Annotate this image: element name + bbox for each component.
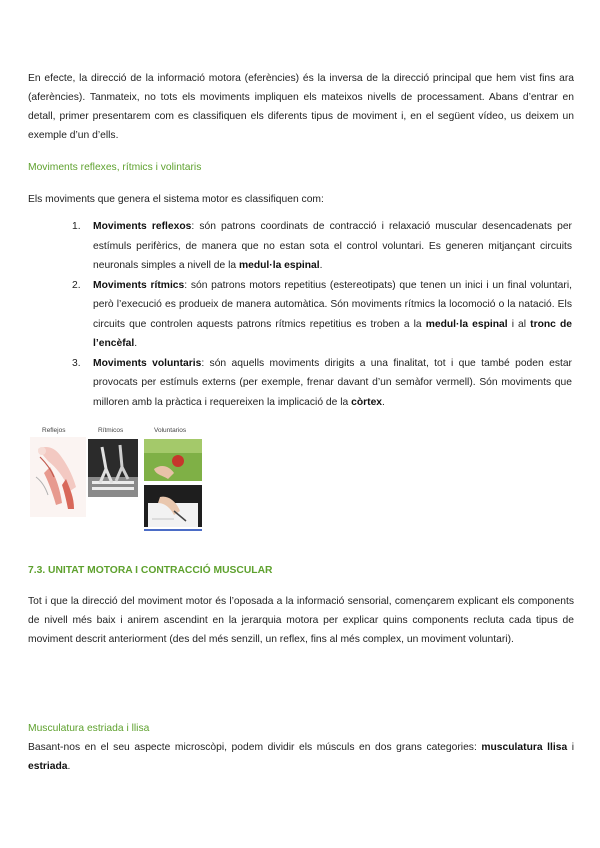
term-rhythmic: Moviments rítmics (93, 279, 185, 291)
item-text: : són patrons coordinats de contracció i relaxació muscular desencadenats per estímuls perifèrics, de manera que no estan sota el control voluntari. Es generen mitjançant circuits neuronals simples a nivell de la (93, 221, 572, 271)
reflex-illustration (30, 437, 86, 517)
section-heading-motor-unit: 7.3. UNITAT MOTORA I CONTRACCIÓ MUSCULAR (28, 565, 273, 576)
item-end: . (382, 396, 385, 408)
term-spinal-cord: medul·la espinal (425, 318, 508, 330)
item-text: i al (507, 318, 531, 330)
item-text: : són patrons motors repetitius (estereotipats) que tenen un inici i un final voluntari, però l’execució es produeix de manera automàtica. Són moviments rítmics la locomoció o la natació. Els circuits que controlen aquests patrons rítmics repetitius es troben a la (93, 279, 572, 330)
list-item-number: 2. (72, 279, 81, 291)
item-end: . (319, 260, 323, 271)
motor-unit-paragraph: Tot i que la direcció del moviment motor és l’oposada a la informació sensorial, començarem explicant els components de nivell més baix i anirem ascendint en la jerarquia motora per explicar quins components recluta cada tipus de moviment descrit anteriorment (des del més senzill, un reflex, fins al més complex, un moviment voluntari). (28, 596, 574, 645)
term-smooth-muscle: musculatura llisa (481, 742, 568, 753)
item-end: . (134, 338, 138, 349)
paragraph-text: i (567, 742, 575, 753)
term-striated-muscle: estriada (28, 761, 68, 772)
classification-lead: Els moviments que genera el sistema motor es classifiquen com: (28, 194, 324, 205)
figure-underline (144, 529, 202, 531)
figure-label-rhythmic: Rítmicos (98, 427, 124, 434)
section-heading-movement-types: Moviments reflexes, rítmics i volintaris (28, 162, 202, 173)
list-item-number: 1. (72, 221, 81, 232)
term-reflex: Moviments reflexos (93, 221, 192, 232)
rhythmic-illustration (88, 439, 138, 497)
term-brainstem: tronc de l’encèfal (93, 318, 572, 349)
figure-label-reflex: Reflejos (42, 427, 66, 434)
list-item (72, 276, 572, 354)
intro-paragraph: En efecte, la direcció de la informació motora (eferències) és la inversa de la direcció principal que hem vist fins ara (aferències). Tanmateix, no tots els moviments impliquen els mateixos nivells de processament. Abans d’entrar en detall, primer presentarem com es classifiquen els diferents tipus de moviment i, en el següent vídeo, us deixem un exemple d’un d’ells. (28, 73, 574, 141)
term-cortex: còrtex (351, 396, 383, 408)
voluntary-illustration-writing (144, 485, 202, 527)
term-spinal-cord: medul·la espinal (238, 260, 320, 271)
paragraph-text: Basant-nos en el seu aspecte microscòpi, podem dividir els músculs en dos grans categories: (28, 742, 482, 753)
section-heading-muscle-types: Musculatura estriada i llisa (28, 723, 150, 734)
muscle-types-paragraph (28, 738, 574, 776)
figure-label-voluntary: Voluntarios (154, 427, 187, 434)
list-item (72, 217, 572, 276)
item-text: : són aquells moviments dirigits a una finalitat, tot i que també poden estar provocats per estímuls externs (per exemple, frenar davant d’un semàfor vermell). Són moviments que milloren amb la pràctica i requereixen la implicació de la (93, 357, 572, 408)
paragraph-end: . (67, 761, 71, 772)
term-voluntary: Moviments voluntaris (93, 357, 202, 369)
movement-types-figure (30, 425, 210, 543)
list-item (72, 354, 572, 413)
list-item-number: 3. (72, 357, 81, 369)
movement-types-list (72, 217, 572, 412)
voluntary-illustration-ball (144, 439, 202, 481)
